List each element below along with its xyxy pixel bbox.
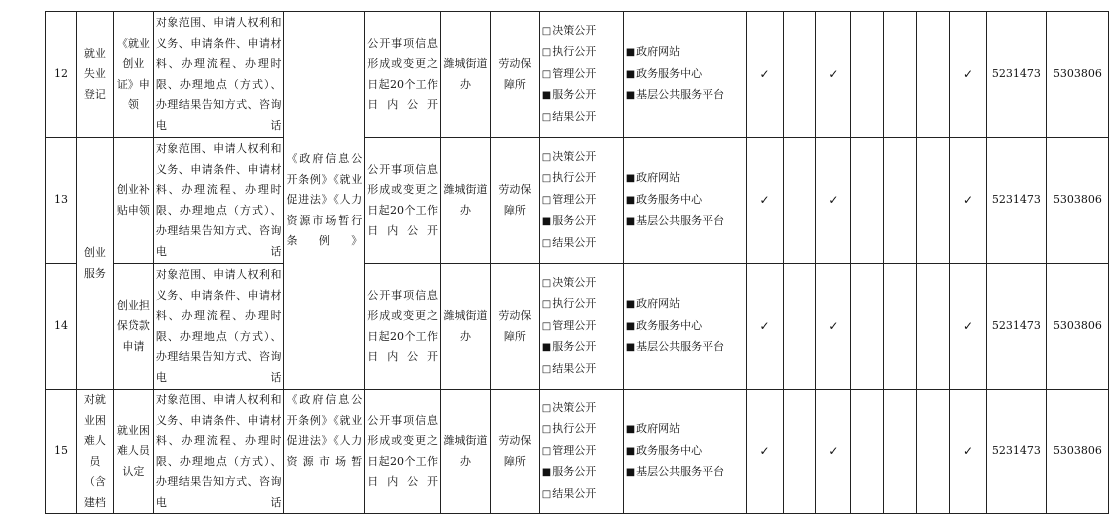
checkbox-icon: ■ <box>625 216 636 228</box>
phone-cell: 5231473 <box>986 12 1046 138</box>
check-cell <box>917 264 950 390</box>
item-cell: 创业补贴申领 <box>113 138 153 264</box>
checkbox-icon: ■ <box>541 467 552 479</box>
check-mark-icon: ✓ <box>950 12 987 138</box>
table-row <box>46 138 1109 264</box>
check-cell <box>884 264 917 390</box>
checkbox-icon: □ <box>541 194 552 206</box>
channel-item: ■政务服务中心 <box>625 66 703 80</box>
disclosure-type: □结果公开 <box>541 486 597 500</box>
table-row <box>46 264 1109 390</box>
check-mark-icon: ✓ <box>816 138 851 264</box>
department-cell: 劳动保障所 <box>490 390 539 514</box>
checkbox-icon: □ <box>541 363 552 375</box>
channel-item: ■政务服务中心 <box>625 318 703 332</box>
disclosure-channels <box>623 12 746 138</box>
checkbox-icon: ■ <box>625 90 636 102</box>
checkbox-icon: ■ <box>625 467 636 479</box>
category-cell: 就业失业登记 <box>76 12 113 138</box>
checkbox-icon: □ <box>541 111 552 123</box>
disclosure-types <box>539 264 623 390</box>
check-mark-icon: ✓ <box>950 138 987 264</box>
row-number: 15 <box>46 390 77 514</box>
checkbox-icon: □ <box>541 173 552 185</box>
checkbox-icon: ■ <box>625 342 636 354</box>
row-number: 14 <box>46 264 77 390</box>
disclosure-type: □管理公开 <box>541 318 597 332</box>
check-mark-icon: ✓ <box>816 12 851 138</box>
department-cell: 劳动保障所 <box>490 138 539 264</box>
checkbox-icon: □ <box>541 151 552 163</box>
category-cell: 对就业困难人员（含建档 <box>76 390 113 514</box>
check-cell <box>884 390 917 514</box>
basis-cell: 《政府信息公开条例》《就业促进法》《人力资源市场暂行条例》 <box>284 12 365 390</box>
disclosure-type: ■服务公开 <box>541 88 597 102</box>
phone-cell: 5231473 <box>986 264 1046 390</box>
table-row <box>46 12 1109 138</box>
phone-cell: 5303806 <box>1046 12 1108 138</box>
channel-item: ■基层公共服务平台 <box>625 465 725 479</box>
check-cell <box>884 12 917 138</box>
check-cell <box>783 264 816 390</box>
check-mark-icon: ✓ <box>816 390 851 514</box>
disclosure-types <box>539 390 623 514</box>
content-cell: 对象范围、申请人权利和义务、申请条件、申请材料、办理流程、办理时限、办理地点（方式）、办理结果告知方式、咨询电话 <box>153 138 284 264</box>
disclosure-type: □执行公开 <box>541 297 597 311</box>
phone-cell: 5303806 <box>1046 390 1108 514</box>
checkbox-icon: ■ <box>541 216 552 228</box>
check-mark-icon: ✓ <box>950 390 987 514</box>
checkbox-icon: □ <box>541 237 552 249</box>
check-cell <box>783 12 816 138</box>
disclosure-type: ■服务公开 <box>541 465 597 479</box>
checkbox-icon: ■ <box>541 90 552 102</box>
table-row <box>46 390 1109 514</box>
timeframe-cell: 公开事项信息形成或变更之日起20个工作日内公开 <box>365 12 441 138</box>
disclosure-channels <box>623 390 746 514</box>
checkbox-icon: □ <box>541 277 552 289</box>
disclosure-type: □执行公开 <box>541 422 597 436</box>
content-cell: 对象范围、申请人权利和义务、申请条件、申请材料、办理流程、办理时限、办理地点（方式）、办理结果告知方式、咨询电话 <box>153 390 284 514</box>
content-cell: 对象范围、申请人权利和义务、申请条件、申请材料、办理流程、办理时限、办理地点（方式）、办理结果告知方式、咨询电话 <box>153 264 284 390</box>
row-number: 13 <box>46 138 77 264</box>
disclosure-type: ■服务公开 <box>541 340 597 354</box>
checkbox-icon: ■ <box>625 445 636 457</box>
check-mark-icon: ✓ <box>816 264 851 390</box>
subject-cell: 潍城街道办 <box>441 138 491 264</box>
check-mark-icon: ✓ <box>746 138 783 264</box>
disclosure-channels <box>623 264 746 390</box>
basis-cell: 《政府信息公开条例》《就业促进法》《人力资源市场暂 <box>284 390 365 514</box>
checkbox-icon: ■ <box>625 173 636 185</box>
checkbox-icon: □ <box>541 25 552 37</box>
check-cell <box>783 138 816 264</box>
check-mark-icon: ✓ <box>746 264 783 390</box>
timeframe-cell: 公开事项信息形成或变更之日起20个工作日内公开 <box>365 264 441 390</box>
channel-item: ■政务服务中心 <box>625 443 703 457</box>
checkbox-icon: □ <box>541 445 552 457</box>
check-cell <box>884 138 917 264</box>
phone-cell: 5231473 <box>986 138 1046 264</box>
checkbox-icon: □ <box>541 47 552 59</box>
disclosure-type: □管理公开 <box>541 443 597 457</box>
checkbox-icon: □ <box>541 68 552 80</box>
check-mark-icon: ✓ <box>950 264 987 390</box>
channel-item: ■政务服务中心 <box>625 192 703 206</box>
check-cell <box>851 264 884 390</box>
item-cell: 《就业创业证》申领 <box>113 12 153 138</box>
check-cell <box>917 12 950 138</box>
timeframe-cell: 公开事项信息形成或变更之日起20个工作日内公开 <box>365 390 441 514</box>
check-mark-icon: ✓ <box>746 390 783 514</box>
checkbox-icon: ■ <box>625 299 636 311</box>
check-cell <box>783 390 816 514</box>
phone-cell: 5303806 <box>1046 264 1108 390</box>
subject-cell: 潍城街道办 <box>441 264 491 390</box>
checkbox-icon: ■ <box>625 194 636 206</box>
disclosure-channels <box>623 138 746 264</box>
channel-item: ■基层公共服务平台 <box>625 88 725 102</box>
disclosure-type: □结果公开 <box>541 109 597 123</box>
row-number: 12 <box>46 12 77 138</box>
channel-item: ■基层公共服务平台 <box>625 340 725 354</box>
channel-item: ■基层公共服务平台 <box>625 214 725 228</box>
checkbox-icon: □ <box>541 402 552 414</box>
channel-item: ■政府网站 <box>625 297 681 311</box>
disclosure-table <box>45 11 1109 514</box>
disclosure-type: □决策公开 <box>541 400 597 414</box>
disclosure-types <box>539 12 623 138</box>
department-cell: 劳动保障所 <box>490 264 539 390</box>
check-cell <box>917 138 950 264</box>
checkbox-icon: □ <box>541 488 552 500</box>
phone-cell: 5303806 <box>1046 138 1108 264</box>
check-cell <box>851 12 884 138</box>
item-cell: 创业担保贷款申请 <box>113 264 153 390</box>
checkbox-icon: ■ <box>541 342 552 354</box>
channel-item: ■政府网站 <box>625 45 681 59</box>
checkbox-icon: ■ <box>625 320 636 332</box>
checkbox-icon: □ <box>541 299 552 311</box>
category-cell: 创业服务 <box>76 138 113 390</box>
checkbox-icon: ■ <box>625 68 636 80</box>
checkbox-icon: ■ <box>625 47 636 59</box>
timeframe-cell: 公开事项信息形成或变更之日起20个工作日内公开 <box>365 138 441 264</box>
disclosure-type: □执行公开 <box>541 171 597 185</box>
disclosure-type: □结果公开 <box>541 235 597 249</box>
content-cell: 对象范围、申请人权利和义务、申请条件、申请材料、办理流程、办理时限、办理地点（方式）、办理结果告知方式、咨询电话 <box>153 12 284 138</box>
item-cell: 就业困难人员认定 <box>113 390 153 514</box>
disclosure-type: □决策公开 <box>541 23 597 37</box>
check-cell <box>851 390 884 514</box>
phone-cell: 5231473 <box>986 390 1046 514</box>
check-cell <box>851 138 884 264</box>
disclosure-type: ■服务公开 <box>541 214 597 228</box>
checkbox-icon: ■ <box>625 424 636 436</box>
check-mark-icon: ✓ <box>746 12 783 138</box>
disclosure-type: □决策公开 <box>541 149 597 163</box>
subject-cell: 潍城街道办 <box>441 12 491 138</box>
disclosure-type: □结果公开 <box>541 361 597 375</box>
disclosure-type: □管理公开 <box>541 66 597 80</box>
disclosure-type: □决策公开 <box>541 275 597 289</box>
check-cell <box>917 390 950 514</box>
checkbox-icon: □ <box>541 424 552 436</box>
subject-cell: 潍城街道办 <box>441 390 491 514</box>
disclosure-type: □执行公开 <box>541 45 597 59</box>
channel-item: ■政府网站 <box>625 422 681 436</box>
checkbox-icon: □ <box>541 320 552 332</box>
disclosure-type: □管理公开 <box>541 192 597 206</box>
disclosure-types <box>539 138 623 264</box>
department-cell: 劳动保障所 <box>490 12 539 138</box>
channel-item: ■政府网站 <box>625 171 681 185</box>
